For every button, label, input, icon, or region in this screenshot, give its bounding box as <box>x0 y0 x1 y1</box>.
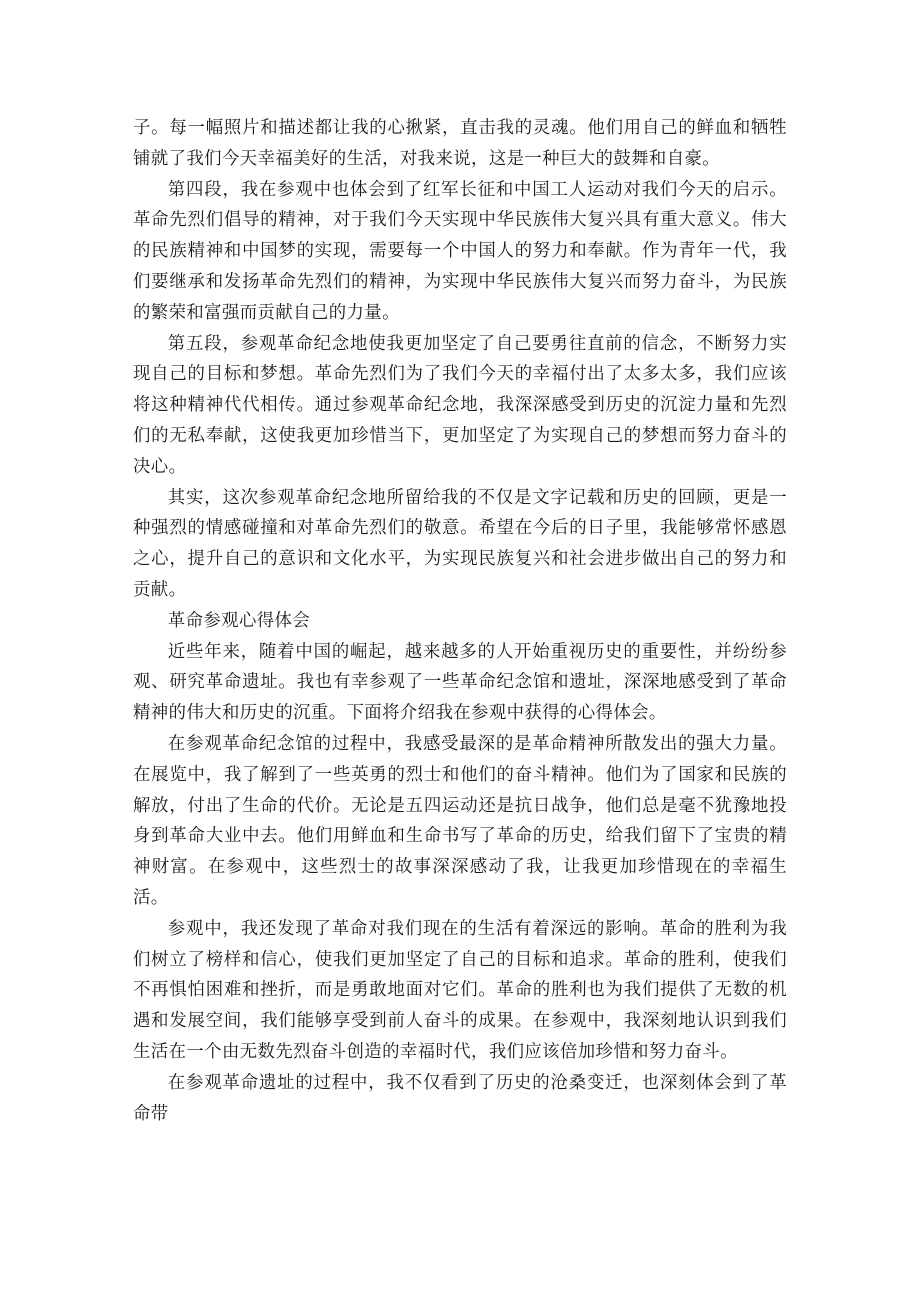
paragraph-conclusion: 其实，这次参观革命纪念地所留给我的不仅是文字记载和历史的回顾，更是一种强烈的情感碰撞和对革命先烈们的敬意。希望在今后的日子里，我能够常怀感恩之心，提升自己的意识和文化水平，为实现民族复兴和社会进步做出自己的努力和贡献。 <box>133 487 787 600</box>
paragraph-revolutionary-sites: 在参观革命遗址的过程中，我不仅看到了历史的沧桑变迁，也深刻体会到了革命带 <box>133 1072 787 1124</box>
document-body <box>133 113 787 1129</box>
paragraph-intro: 近些年来，随着中国的崛起，越来越多的人开始重视历史的重要性，并纷纷参观、研究革命遗址。我也有幸参观了一些革命纪念馆和遗址，深深地感受到了革命精神的伟大和历史的沉重。下面将介绍我在参观中获得的心得体会。 <box>133 641 787 724</box>
paragraph-continuation: 子。每一幅照片和描述都让我的心揪紧，直击我的灵魂。他们用自己的鲜血和牺牲铺就了我们今天幸福美好的生活，对我来说，这是一种巨大的鼓舞和自豪。 <box>133 118 787 169</box>
paragraph-memorial-hall: 在参观革命纪念馆的过程中，我感受最深的是革命精神所散发出的强大力量。在展览中，我了解到了一些英勇的烈士和他们的奋斗精神。他们为了国家和民族的解放，付出了生命的代价。无论是五四运动还是抗日战争，他们总是毫不犹豫地投身到革命大业中去。他们用鲜血和生命书写了革命的历史，给我们留下了宝贵的精神财富。在参观中，这些烈士的故事深深感动了我，让我更加珍惜现在的幸福生活。 <box>133 733 787 908</box>
paragraph-fourth-section: 第四段，我在参观中也体会到了红军长征和中国工人运动对我们今天的启示。革命先烈们倡导的精神，对于我们今天实现中华民族伟大复兴具有重大意义。伟大的民族精神和中国梦的实现，需要每一个中国人的努力和奉献。作为青年一代，我们要继承和发扬革命先烈们的精神，为实现中华民族伟大复兴而努力奋斗，为民族的繁荣和富强而贡献自己的力量。 <box>133 179 787 323</box>
section-heading: 革命参观心得体会 <box>167 610 311 631</box>
paragraph-influence: 参观中，我还发现了革命对我们现在的生活有着深远的影响。革命的胜利为我们树立了榜样和信心，使我们更加坚定了自己的目标和追求。革命的胜利，使我们不再惧怕困难和挫折，而是勇敢地面对它们。革命的胜利也为我们提供了无数的机遇和发展空间，我们能够享受到前人奋斗的成果。在参观中，我深刻地认识到我们生活在一个由无数先烈奋斗创造的幸福时代，我们应该倍加珍惜和努力奋斗。 <box>133 918 787 1062</box>
paragraph-fifth-section: 第五段，参观革命纪念地使我更加坚定了自己要勇往直前的信念，不断努力实现自己的目标和梦想。革命先烈们为了我们今天的幸福付出了太多太多，我们应该将这种精神代代相传。通过参观革命纪念地，我深深感受到历史的沉淀力量和先烈们的无私奉献，这使我更加珍惜当下，更加坚定了为实现自己的梦想而努力奋斗的决心。 <box>133 333 787 477</box>
